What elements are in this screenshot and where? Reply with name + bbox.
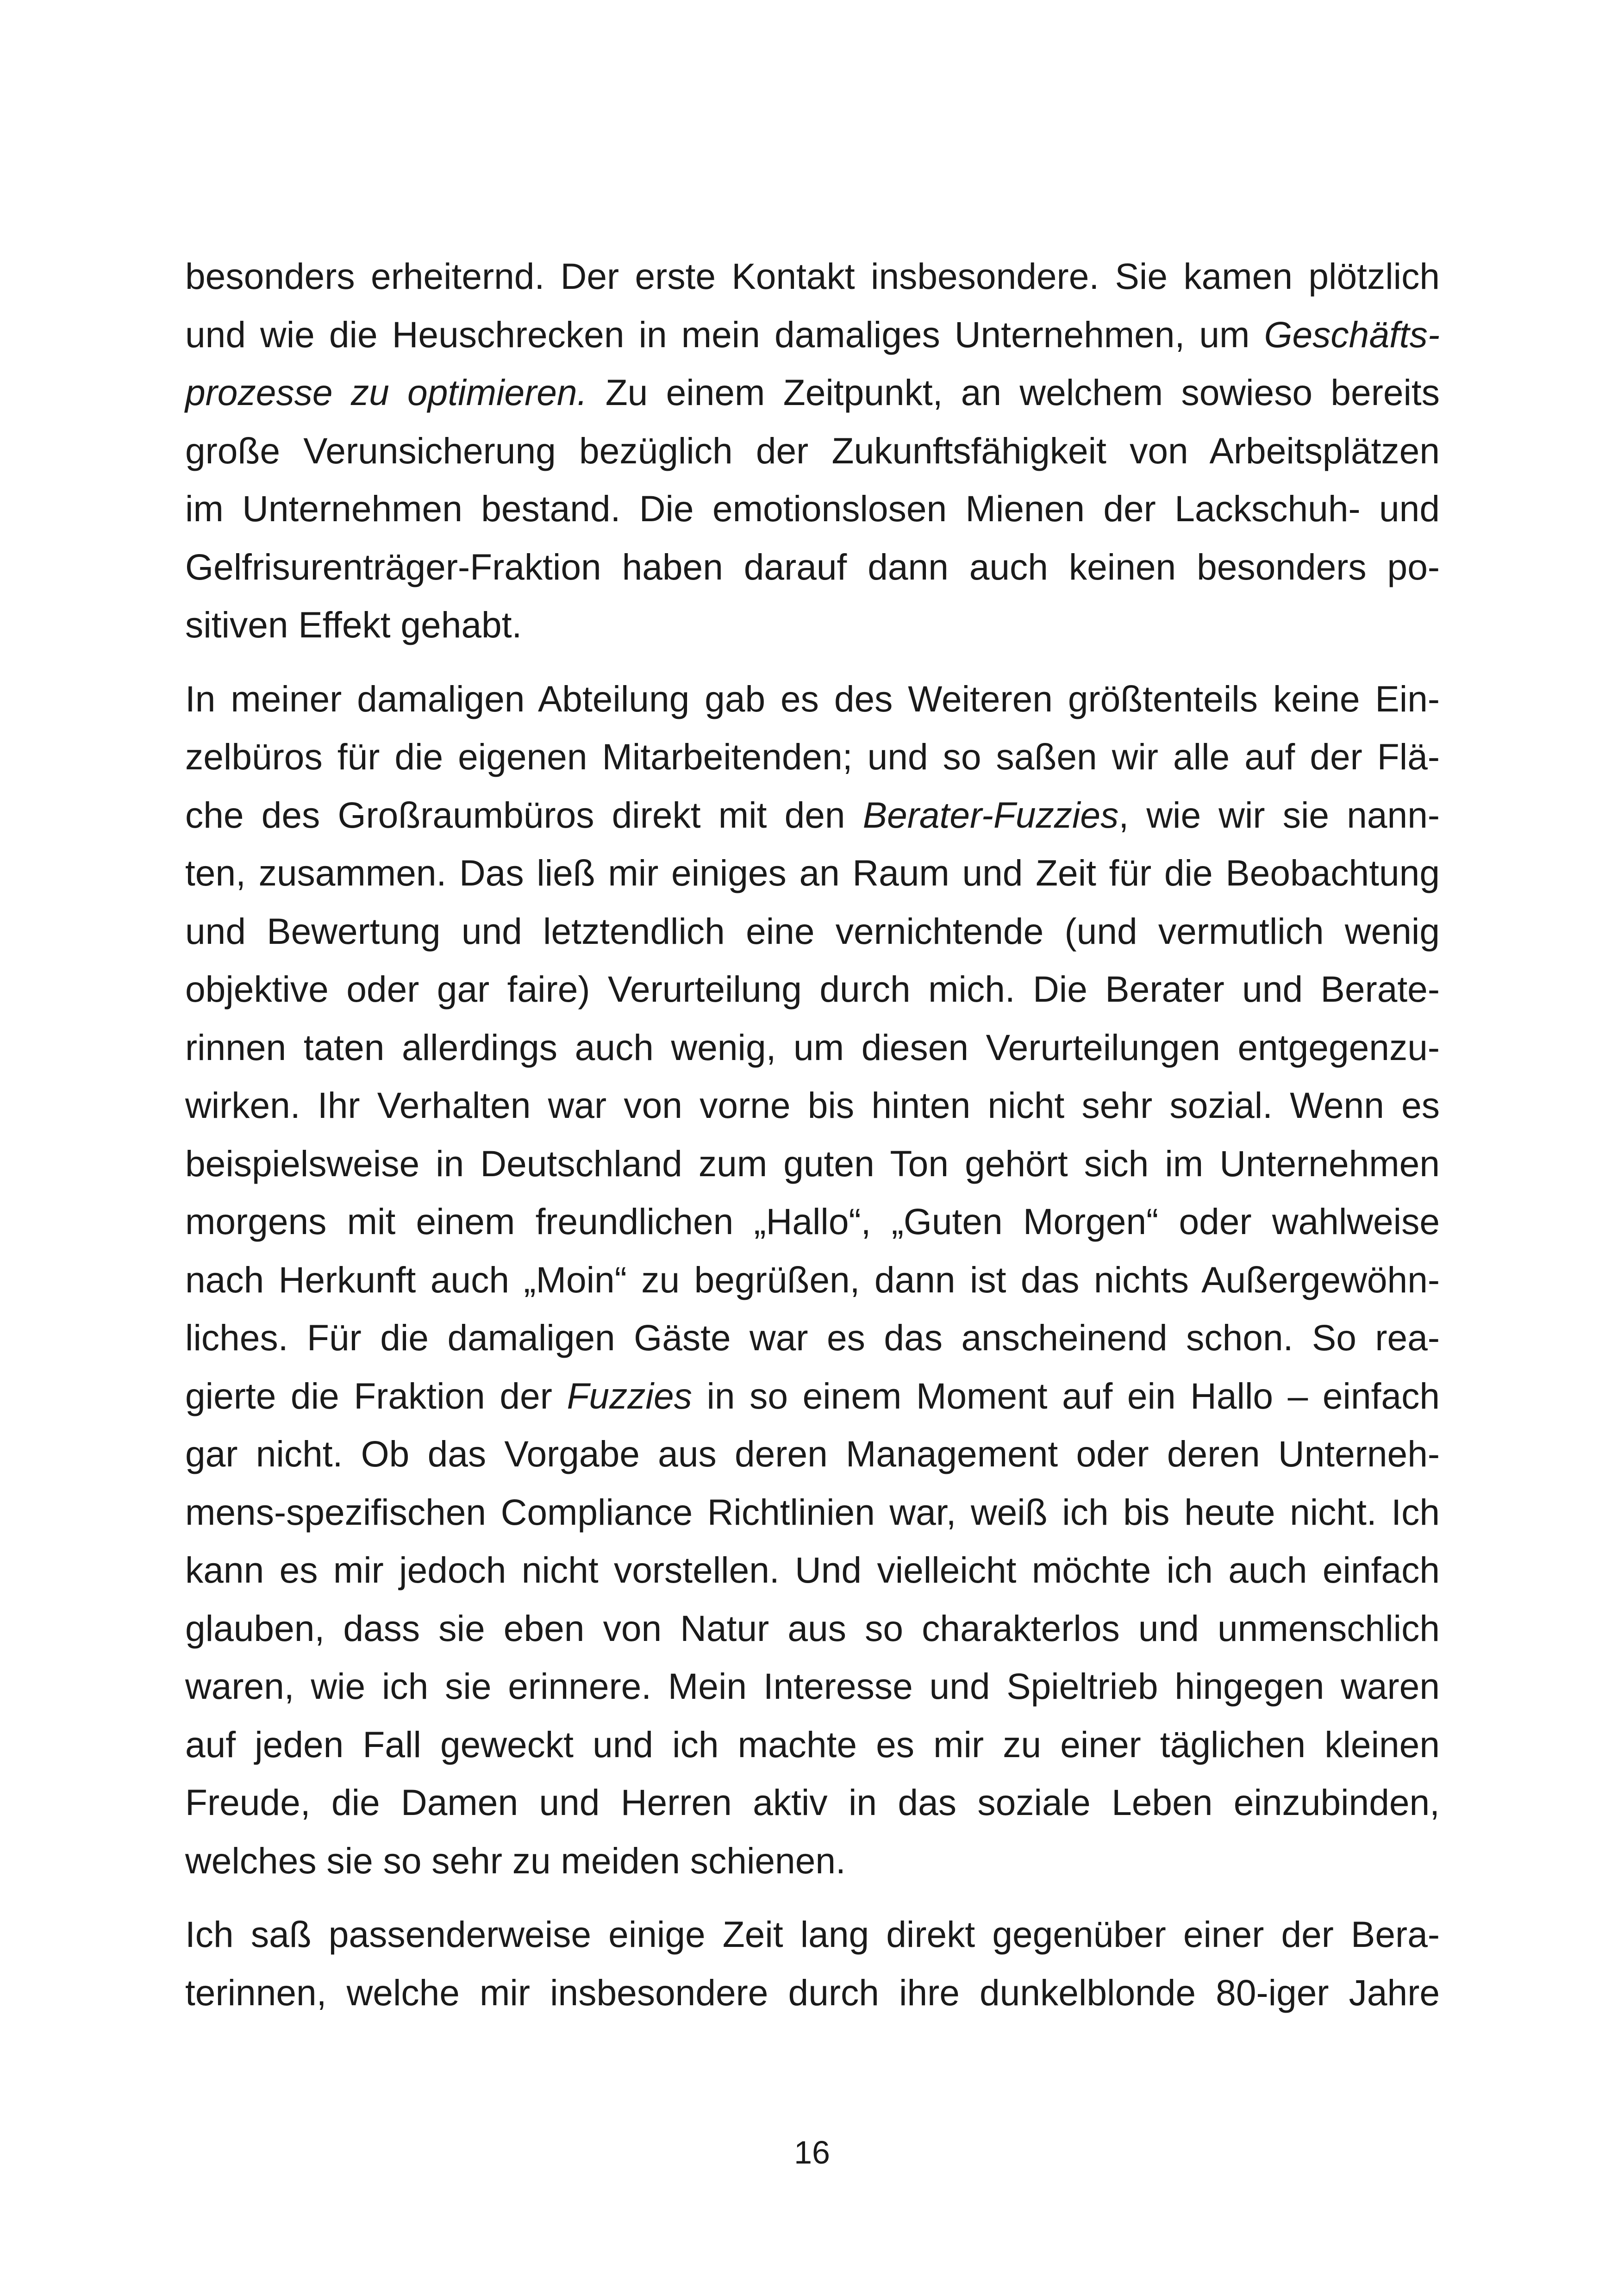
italic-text: Geschäfts- (1264, 314, 1440, 355)
text-run: welches sie so sehr zu meiden schienen. (185, 1840, 846, 1881)
text-line (185, 422, 1440, 480)
text-run: kann es mir jedoch nicht vorstellen. Und vielleicht möchte ich auch einfach (185, 1550, 1440, 1590)
text-line (185, 1906, 1440, 1964)
text-run: gar nicht. Ob das Vorgabe aus deren Management oder deren Unterneh- (185, 1434, 1440, 1474)
text-run: im Unternehmen bestand. Die emotionslosen Mienen der Lackschuh- und (185, 488, 1440, 529)
text-line (185, 1367, 1440, 1426)
text-line (185, 960, 1440, 1019)
text-line (185, 596, 1440, 655)
text-run: in so einem Moment auf ein Hallo – einfach (692, 1375, 1440, 1416)
paragraph-gap (185, 655, 1440, 670)
text-line (185, 1832, 1440, 1890)
text-line (185, 306, 1440, 364)
italic-text: prozesse zu optimieren. (185, 372, 587, 413)
text-line (185, 248, 1440, 306)
text-run: zelbüros für die eigenen Mitarbeitenden; und so saßen wir alle auf der Flä- (185, 736, 1440, 777)
text-run: , wie wir sie nann- (1118, 794, 1440, 836)
text-run: besonders erheiternd. Der erste Kontakt insbesondere. Sie kamen plötzlich (185, 256, 1440, 297)
text-run: auf jeden Fall geweckt und ich machte es mir zu einer täglichen kleinen (185, 1724, 1440, 1765)
text-line (185, 1077, 1440, 1135)
text-run: wirken. Ihr Verhalten war von vorne bis hinten nicht sehr sozial. Wenn es (185, 1085, 1440, 1126)
text-line (185, 728, 1440, 786)
text-run: In meiner damaligen Abteilung gab es des Weiteren größtenteils keine Ein- (185, 678, 1440, 719)
text-run: beispielsweise in Deutschland zum guten Ton gehört sich im Unternehmen (185, 1143, 1440, 1184)
text-line (185, 1541, 1440, 1600)
body-text (185, 248, 1440, 2022)
text-run: glauben, dass sie eben von Natur aus so charakterlos und unmenschlich (185, 1608, 1440, 1649)
text-line (185, 844, 1440, 903)
text-line (185, 1774, 1440, 1832)
paragraph (185, 248, 1440, 655)
text-run: Zu einem Zeitpunkt, an welchem sowieso bereits (587, 372, 1440, 413)
text-line (185, 1964, 1440, 2022)
text-run: rinnen taten allerdings auch wenig, um diesen Verurteilungen entgegenzu- (185, 1027, 1440, 1068)
text-run: sitiven Effekt gehabt. (185, 605, 522, 645)
text-run: waren, wie ich sie erinnere. Mein Interesse und Spieltrieb hingegen waren (185, 1666, 1440, 1707)
text-line (185, 1484, 1440, 1542)
text-run: morgens mit einem freundlichen „Hallo“, „Guten Morgen“ oder wahlweise (185, 1201, 1440, 1242)
italic-text: Fuzzies (567, 1375, 692, 1416)
page-number: 16 (794, 2134, 830, 2170)
text-run: gierte die Fraktion der (185, 1375, 567, 1416)
paragraph (185, 670, 1440, 1890)
paragraph-gap (185, 1890, 1440, 1906)
text-run: mens-spezifischen Compliance Richtlinien war, weiß ich bis heute nicht. Ich (185, 1491, 1440, 1533)
text-run: und wie die Heuschrecken in mein damaliges Unternehmen, um (185, 314, 1264, 355)
text-line (185, 1135, 1440, 1193)
paragraph (185, 1906, 1440, 2022)
text-run: Gelfrisurenträger-Fraktion haben darauf dann auch keinen besonders po- (185, 546, 1440, 587)
text-line (185, 1019, 1440, 1077)
text-run: terinnen, welche mir insbesondere durch ihre dunkelblonde 80-iger Jahre (185, 1972, 1440, 2013)
text-run: Freude, die Damen und Herren aktiv in das soziale Leben einzubinden, (185, 1782, 1440, 1823)
text-line (185, 786, 1440, 845)
text-line (185, 1193, 1440, 1251)
text-line (185, 1600, 1440, 1658)
italic-text: Berater-Fuzzies (862, 794, 1119, 836)
text-line (185, 1309, 1440, 1367)
text-run: liches. Für die damaligen Gäste war es das anscheinend schon. So rea- (185, 1317, 1440, 1358)
text-run: und Bewertung und letztendlich eine vernichtende (und vermutlich wenig (185, 911, 1440, 952)
text-line (185, 1251, 1440, 1310)
text-line (185, 364, 1440, 422)
text-line (185, 538, 1440, 597)
text-line (185, 1658, 1440, 1716)
text-run: objektive oder gar faire) Verurteilung durch mich. Die Berater und Berate- (185, 969, 1440, 1010)
text-line (185, 670, 1440, 729)
text-run: che des Großraumbüros direkt mit den (185, 794, 863, 836)
text-line (185, 1425, 1440, 1484)
text-line (185, 903, 1440, 961)
text-run: große Verunsicherung bezüglich der Zukunftsfähigkeit von Arbeitsplätzen (185, 430, 1440, 471)
text-run: ten, zusammen. Das ließ mir einiges an Raum und Zeit für die Beobachtung (185, 853, 1440, 893)
text-line (185, 1716, 1440, 1774)
text-run: nach Herkunft auch „Moin“ zu begrüßen, dann ist das nichts Außergewöhn- (185, 1259, 1440, 1300)
text-line (185, 480, 1440, 538)
text-run: Ich saß passenderweise einige Zeit lang direkt gegenüber einer der Bera- (185, 1914, 1440, 1955)
